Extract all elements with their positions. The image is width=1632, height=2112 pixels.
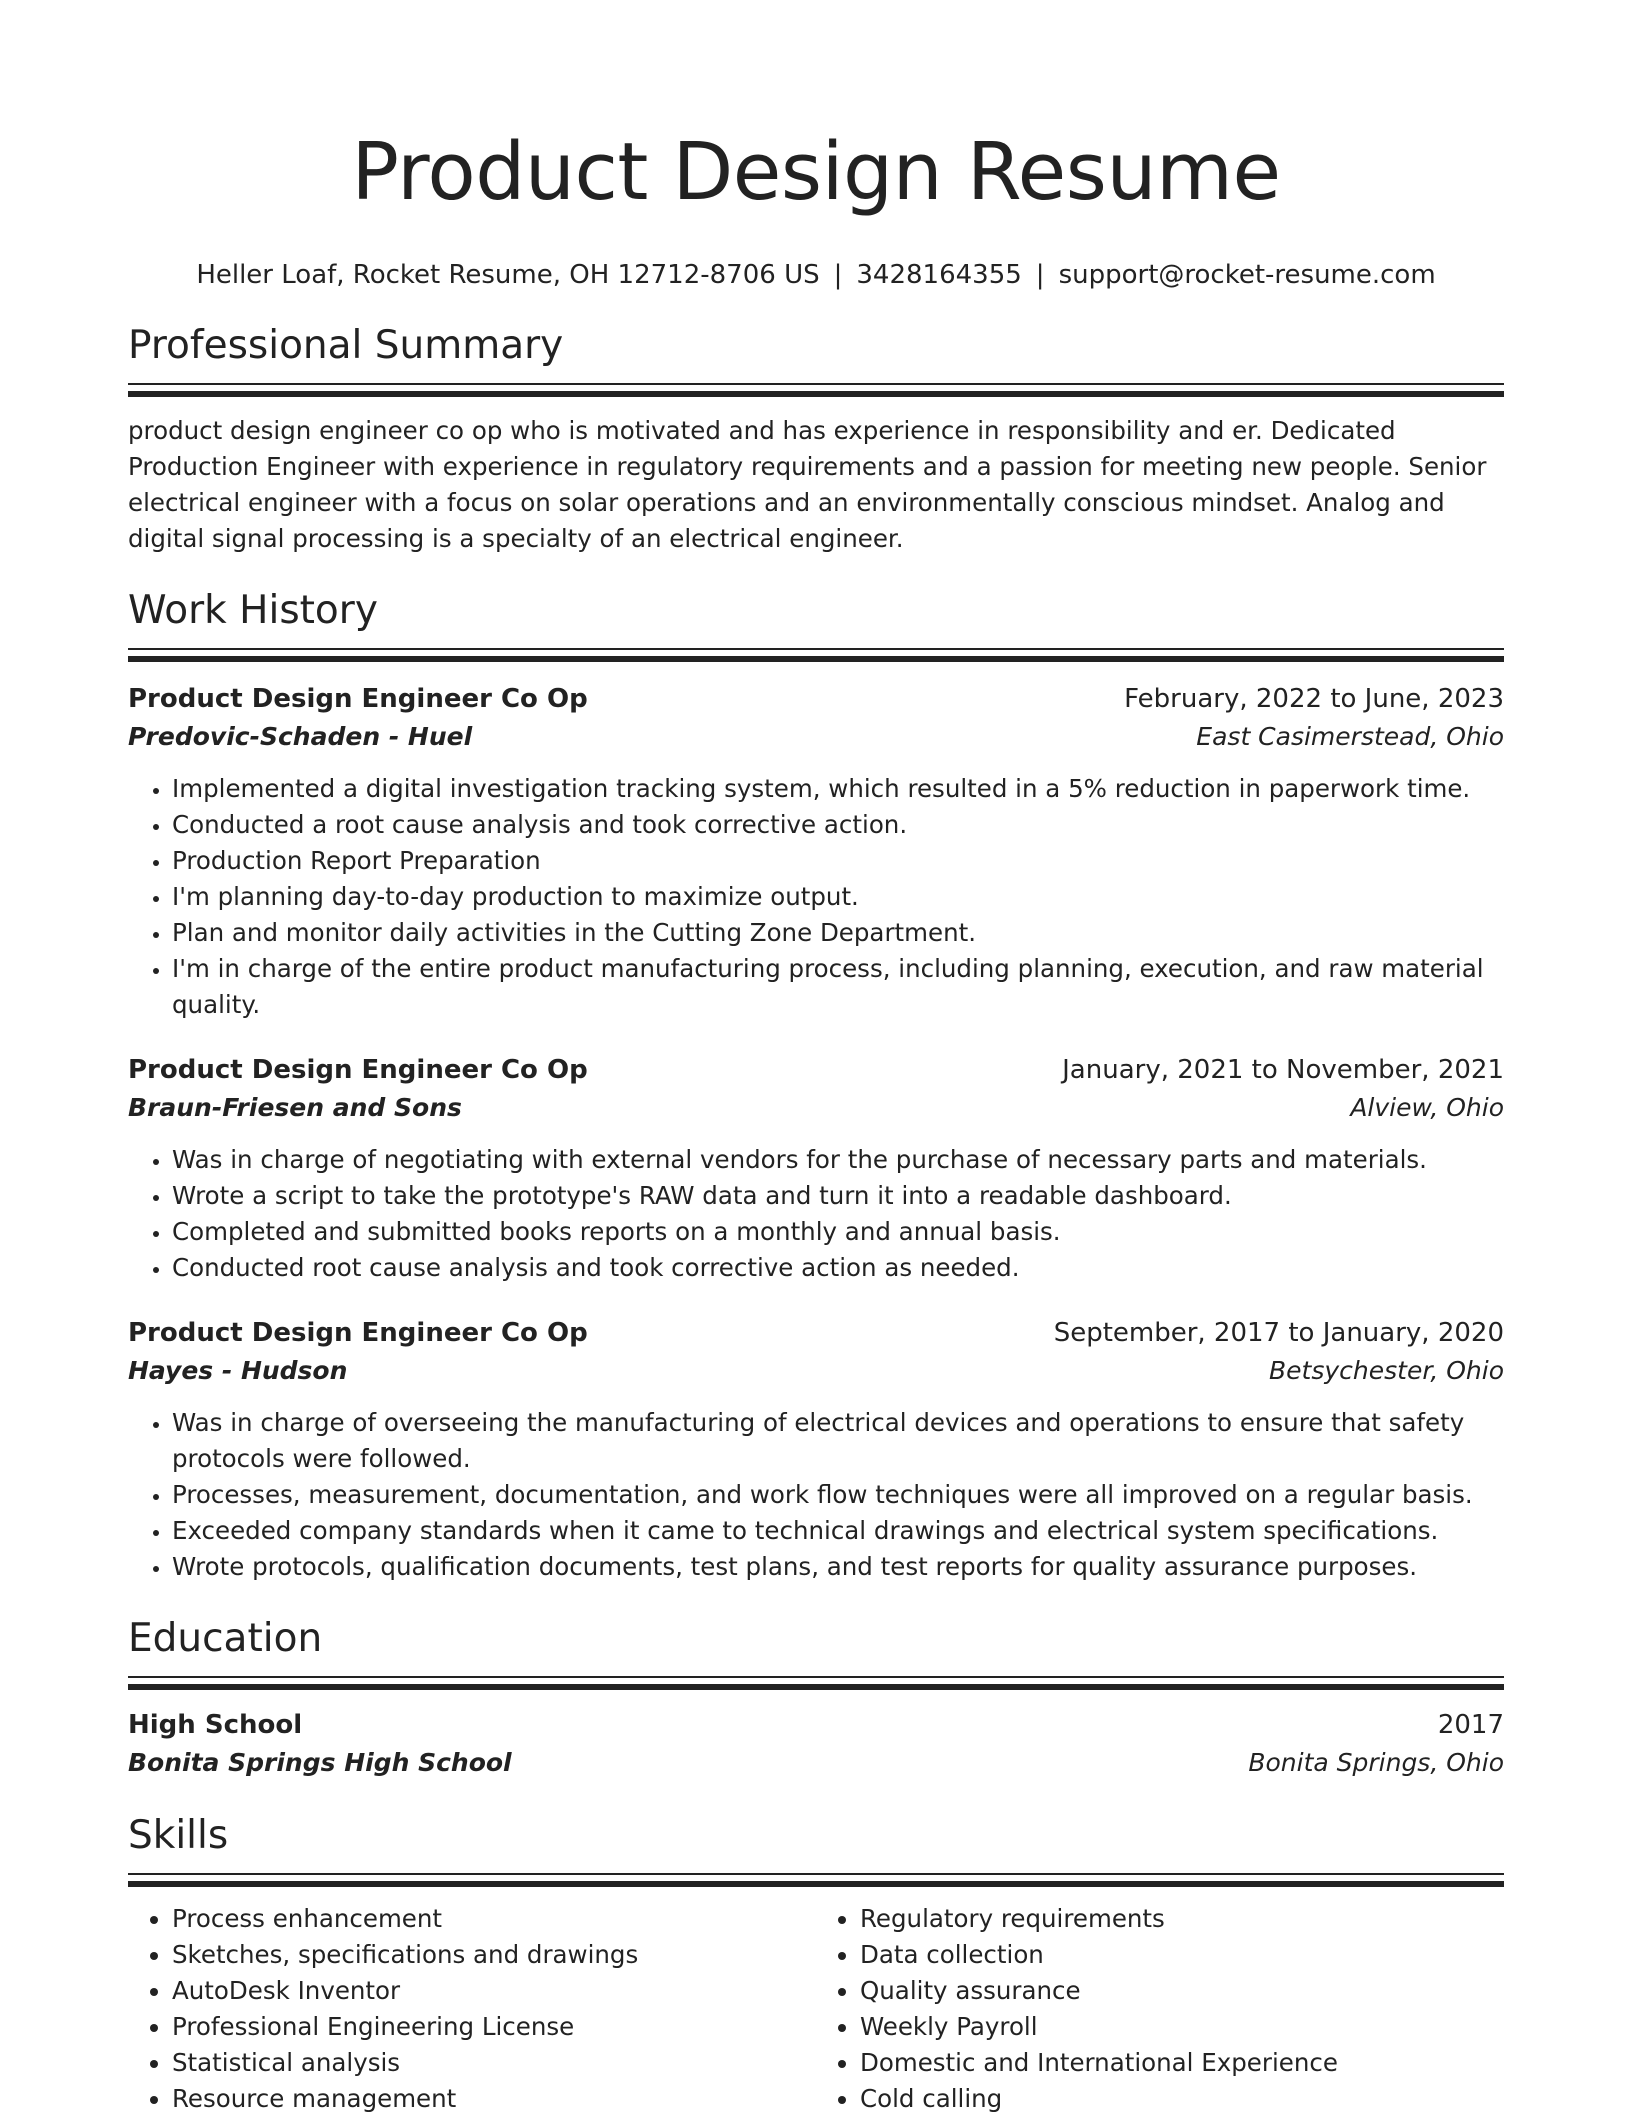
skill-item: • Cold calling: [860, 2081, 1504, 2112]
section-divider: [128, 383, 1504, 385]
job-company-row: [128, 1089, 1504, 1127]
job-bullet: • Completed and submitted books reports on a monthly and annual basis.: [172, 1214, 1504, 1250]
skill-item: • AutoDesk Inventor: [172, 1973, 816, 2009]
contact-separator: |: [833, 260, 843, 290]
section-divider: [128, 656, 1504, 662]
summary-heading: Professional Summary: [128, 323, 564, 368]
education-degree: High School: [128, 1710, 303, 1740]
job-dates: February, 2022 to June, 2023: [1124, 684, 1504, 714]
job-bullet: • Plan and monitor daily activities in the Cutting Zone Department.: [172, 915, 1504, 951]
summary-text: product design engineer co op who is motivated and has experience in responsibility and er. Dedicated Production Engineer with experience in regulatory requirements and a passion for meeting new people. Senior electrical engineer with a focus on solar operations and an environmentally conscious mindset. Analog and digital signal processing is a specialty of an electrical engineer.: [128, 416, 1487, 553]
job-bullet: • I'm in charge of the entire product manufacturing process, including planning, execution, and raw material quality.: [172, 951, 1504, 1023]
education-heading: Education: [128, 1616, 323, 1661]
job-dates: September, 2017 to January, 2020: [1053, 1318, 1504, 1348]
job-title-row: [128, 1314, 1504, 1352]
skills-column-left: [128, 1901, 816, 2112]
skill-item: • Weekly Payroll: [860, 2009, 1504, 2045]
job-title-row: [128, 1051, 1504, 1089]
job-bullet: • Production Report Preparation: [172, 843, 1504, 879]
job-bullet: • Wrote a script to take the prototype's RAW data and turn it into a readable dashboard.: [172, 1178, 1504, 1214]
work-history-section: [128, 587, 1504, 1585]
section-divider: [128, 1881, 1504, 1887]
contact-email[interactable]: support@rocket-resume.com: [1058, 260, 1436, 290]
job-title-row: [128, 680, 1504, 718]
job-title: Product Design Engineer Co Op: [128, 1055, 588, 1085]
skill-item: • Statistical analysis: [172, 2045, 816, 2081]
education-location: Bonita Springs, Ohio: [1248, 1748, 1504, 1777]
job-bullet: • Was in charge of overseeing the manufacturing of electrical devices and operations to ensure that safety protocols were followed.: [172, 1405, 1504, 1477]
job-location: Betsychester, Ohio: [1269, 1356, 1504, 1385]
job-bullet: • Was in charge of negotiating with external vendors for the purchase of necessary parts and materials.: [172, 1142, 1504, 1178]
section-divider: [128, 391, 1504, 397]
job-bullet: • Conducted root cause analysis and took corrective action as needed.: [172, 1250, 1504, 1286]
skill-item: • Data collection: [860, 1937, 1504, 1973]
job-location: Alview, Ohio: [1350, 1093, 1504, 1122]
job-bullet: • Wrote protocols, qualification documents, test plans, and test reports for quality assurance purposes.: [172, 1549, 1504, 1585]
job-location: East Casimerstead, Ohio: [1196, 722, 1504, 751]
job-bullet: • Conducted a root cause analysis and took corrective action.: [172, 807, 1504, 843]
job-bullet: • Processes, measurement, documentation, and work flow techniques were all improved on a regular basis.: [172, 1477, 1504, 1513]
education-section: [128, 1615, 1504, 1782]
skills-section: [128, 1812, 1504, 2112]
contact-address: Heller Loaf, Rocket Resume, OH 12712-8706 US: [196, 260, 820, 290]
skills-heading: Skills: [128, 1813, 229, 1858]
education-entry: [128, 1706, 1504, 1782]
job-company: Predovic-Schaden - Huel: [128, 722, 473, 751]
education-school-row: [128, 1744, 1504, 1782]
skill-item: • Sketches, specifications and drawings: [172, 1937, 816, 1973]
contact-phone: 3428164355: [856, 260, 1022, 290]
section-divider: [128, 648, 1504, 650]
job-company: Hayes - Hudson: [128, 1356, 348, 1385]
section-divider: [128, 1676, 1504, 1678]
section-divider: [128, 1684, 1504, 1690]
summary-section: [128, 322, 1504, 557]
skill-item: • Professional Engineering License: [172, 2009, 816, 2045]
skills-grid: [128, 1901, 1504, 2112]
contact-line: [128, 258, 1504, 292]
job-title: Product Design Engineer Co Op: [128, 1318, 588, 1348]
page-title: Product Design Resume: [351, 126, 1281, 218]
job-bullets: [128, 1142, 1504, 1286]
job-company-row: [128, 1352, 1504, 1390]
job-bullet: • Implemented a digital investigation tracking system, which resulted in a 5% reduction in paperwork time.: [172, 771, 1504, 807]
education-year: 2017: [1437, 1710, 1504, 1740]
education-school: Bonita Springs High School: [128, 1748, 512, 1777]
skills-column-right: [816, 1901, 1504, 2112]
work-history-heading: Work History: [128, 588, 378, 633]
skill-item: • Regulatory requirements: [860, 1901, 1504, 1937]
education-degree-row: [128, 1706, 1504, 1744]
job-entry: [128, 1314, 1504, 1585]
job-bullets: [128, 1405, 1504, 1585]
job-bullet: • I'm planning day-to-day production to maximize output.: [172, 879, 1504, 915]
job-bullet: • Exceeded company standards when it came to technical drawings and electrical system specifications.: [172, 1513, 1504, 1549]
section-divider: [128, 1873, 1504, 1875]
job-entry: [128, 1051, 1504, 1286]
job-title: Product Design Engineer Co Op: [128, 684, 588, 714]
job-bullets: [128, 771, 1504, 1023]
contact-separator: |: [1035, 260, 1045, 290]
skill-item: • Domestic and International Experience: [860, 2045, 1504, 2081]
job-company-row: [128, 718, 1504, 756]
skill-item: • Quality assurance: [860, 1973, 1504, 2009]
skill-item: • Resource management: [172, 2081, 816, 2112]
job-dates: January, 2021 to November, 2021: [1062, 1055, 1504, 1085]
job-company: Braun-Friesen and Sons: [128, 1093, 462, 1122]
job-entry: [128, 680, 1504, 1023]
skill-item: • Process enhancement: [172, 1901, 816, 1937]
